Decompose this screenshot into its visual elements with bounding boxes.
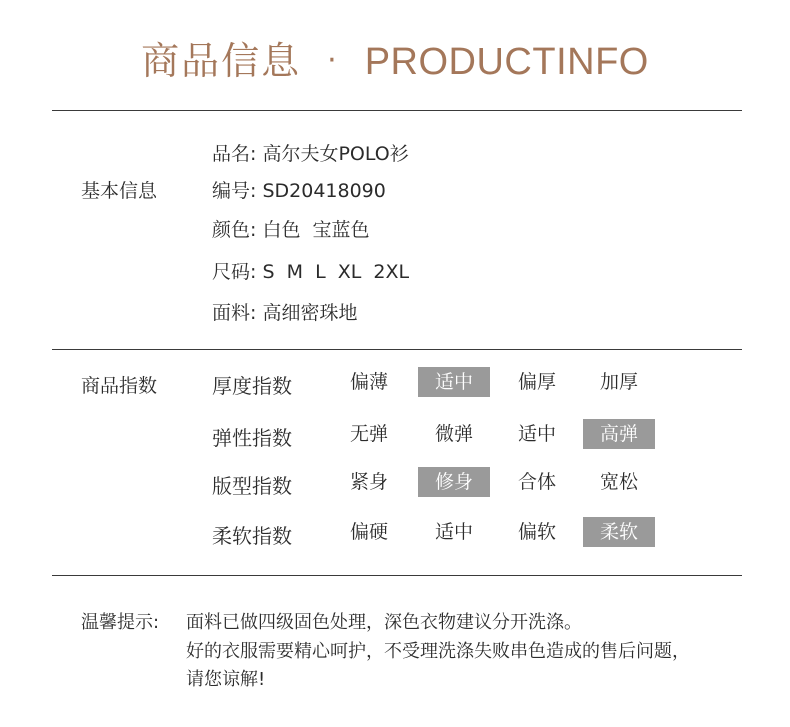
index-option-selected: 修身 <box>418 467 490 497</box>
index-option-selected: 柔软 <box>583 517 655 547</box>
index-option-selected: 高弹 <box>583 419 655 449</box>
tip-line: 面料已做四级固色处理，深色衣物建议分开洗涤。 <box>186 612 582 633</box>
index-option: 紧身 <box>349 471 388 493</box>
divider-top <box>52 110 742 111</box>
index-name: 版型指数 <box>212 474 292 498</box>
index-option: 无弹 <box>349 423 388 445</box>
index-option: 合体 <box>517 471 556 493</box>
tip-line: 请您谅解! <box>186 669 266 690</box>
info-row-name: 品名: 高尔夫女POLO衫 <box>212 143 409 165</box>
index-option: 适中 <box>517 423 556 445</box>
index-name: 厚度指数 <box>212 374 292 398</box>
info-row-code: 编号: SD20418090 <box>212 180 386 202</box>
tip-line: 好的衣服需要精心呵护，不受理洗涤失败串色造成的售后问题， <box>186 641 690 662</box>
index-option: 偏薄 <box>349 371 388 393</box>
page-title <box>0 30 790 85</box>
index-option: 偏厚 <box>517 371 556 393</box>
index-name: 柔软指数 <box>212 524 292 548</box>
info-row-size: 尺码: S M L XL 2XL <box>212 261 410 283</box>
info-row-fabric: 面料: 高细密珠地 <box>212 302 358 324</box>
info-row-color: 颜色: 白色 宝蓝色 <box>212 219 370 241</box>
title-separator: · <box>327 43 339 78</box>
index-option: 微弹 <box>434 423 473 445</box>
index-option: 适中 <box>434 521 473 543</box>
index-option: 加厚 <box>599 371 638 393</box>
title-en: PRODUCTINFO <box>364 41 649 83</box>
index-name: 弹性指数 <box>212 426 292 450</box>
index-option: 宽松 <box>599 471 638 493</box>
index-option-selected: 适中 <box>418 367 490 397</box>
tips-label: 温馨提示: <box>81 612 160 633</box>
title-cn: 商品信息 <box>141 39 302 83</box>
divider-bottom <box>52 575 742 576</box>
indices-label: 商品指数 <box>81 375 158 397</box>
divider-middle <box>52 349 742 350</box>
index-option: 偏硬 <box>349 521 388 543</box>
index-option: 偏软 <box>517 521 556 543</box>
basic-info-label: 基本信息 <box>81 180 158 202</box>
